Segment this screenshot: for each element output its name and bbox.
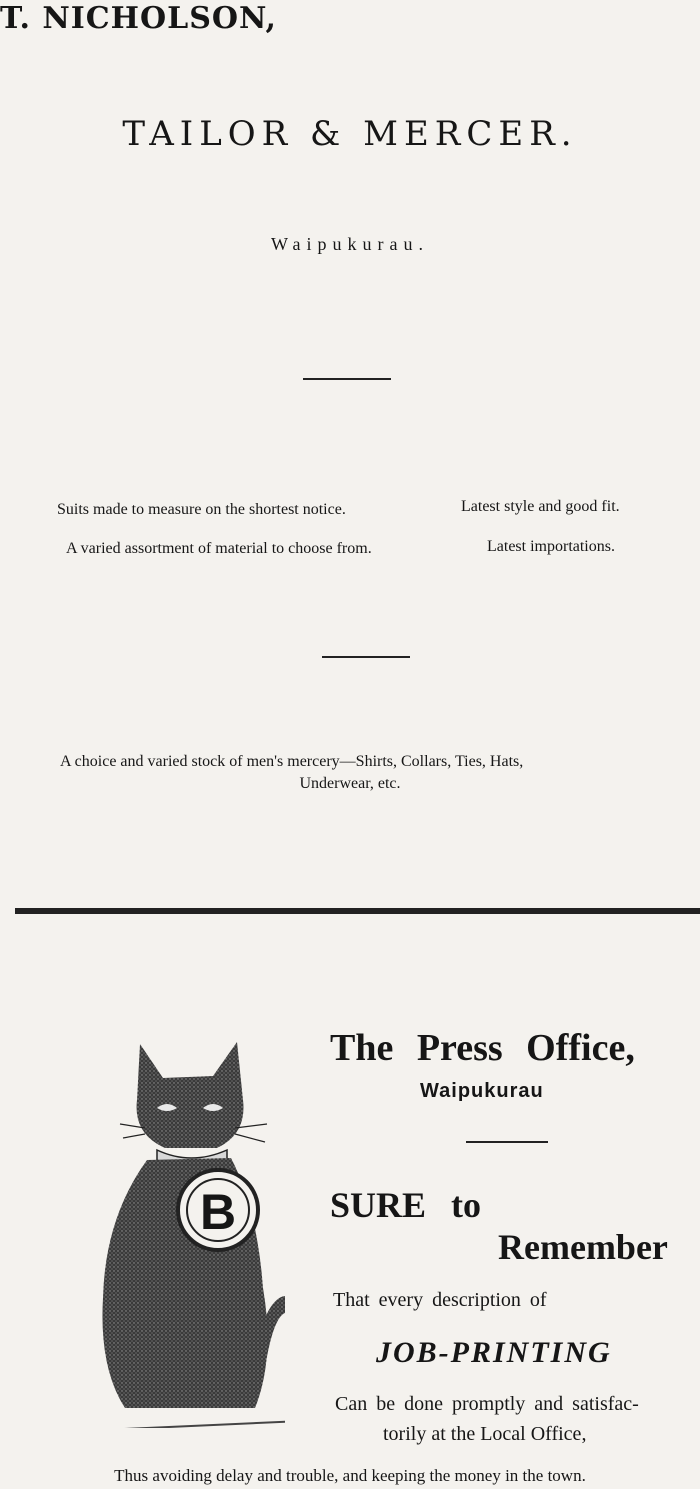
text-line: Latest style and good fit. [461, 498, 620, 515]
divider-rule [466, 1141, 548, 1143]
job-printing-heading: JOB-PRINTING [376, 1336, 612, 1369]
trade-heading: TAILOR & MERCER. [122, 114, 578, 154]
text-line: A varied assortment of material to choose from. [66, 540, 372, 557]
text-line: Underwear, etc. [299, 775, 401, 792]
divider-rule [322, 656, 410, 658]
text-line: Suits made to measure on the shortest notice. [57, 501, 346, 518]
section-separator [15, 908, 700, 914]
cat-with-b-badge-icon [85, 1038, 285, 1428]
footer-line: Thus avoiding delay and trouble, and keeping the money in the town. [114, 1466, 586, 1485]
badge-letter: B [199, 1184, 237, 1240]
press-office-town: Waipukurau [420, 1080, 544, 1102]
headline-remember: Remember [498, 1227, 668, 1267]
town-label: Waipukurau. [270, 234, 430, 254]
text-line: Can be done promptly and satisfac- [335, 1393, 639, 1415]
headline-sure: SURE to [330, 1185, 482, 1225]
divider-rule [303, 378, 391, 380]
press-office-title: The Press Office, [330, 1027, 635, 1069]
advertiser-name: T. NICHOLSON, [0, 1, 277, 36]
text-line: That every description of [333, 1289, 547, 1311]
text-line: torily at the Local Office, [383, 1423, 587, 1445]
text-line: A choice and varied stock of men's mercery—Shirts, Collars, Ties, Hats, [60, 753, 524, 770]
text-line: Latest importations. [487, 538, 615, 555]
